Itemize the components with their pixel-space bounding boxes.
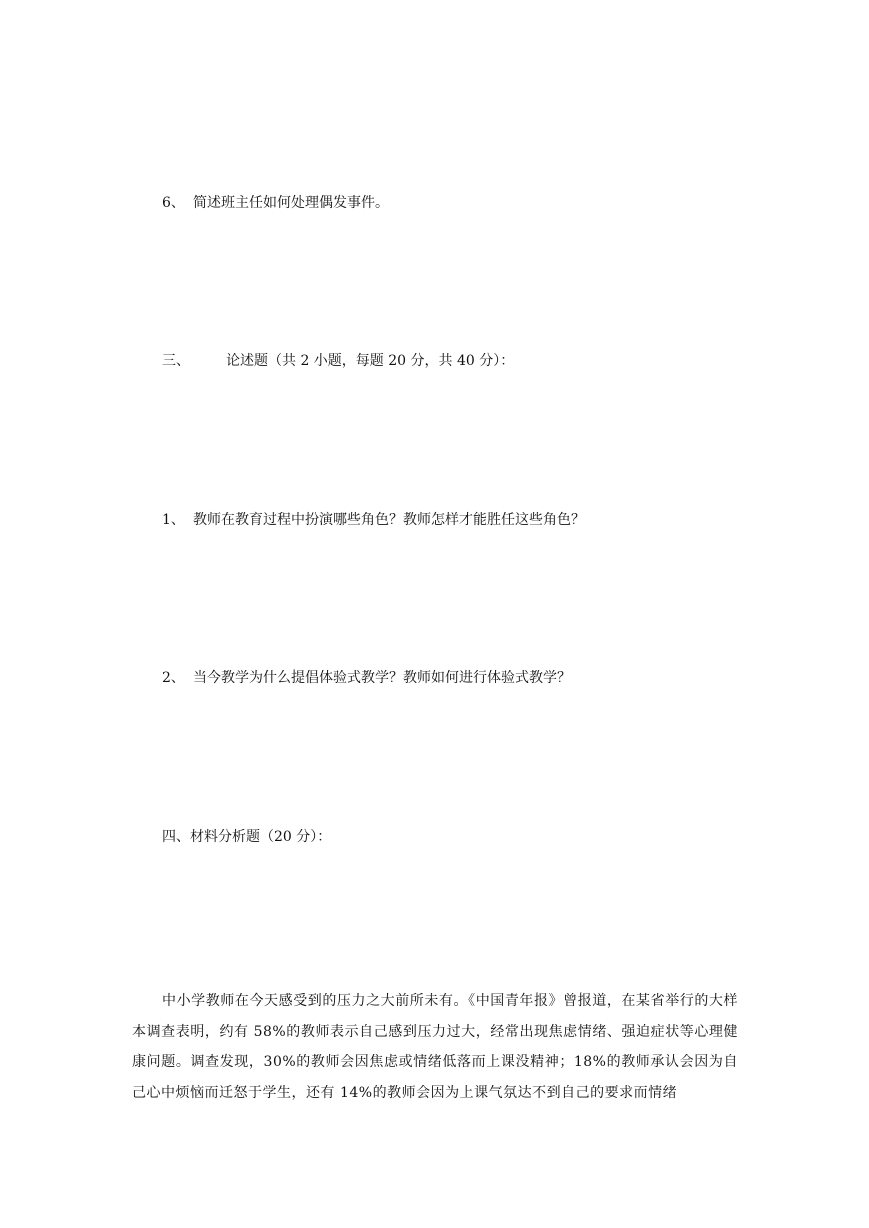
essay-question-1-number: 1、 [162,512,185,528]
essay-question-2-number: 2、 [162,670,185,686]
essay-question-2-text: 当今教学为什么提倡体验式教学？教师如何进行体验式教学？ [193,670,571,686]
question-6-number: 6、 [162,195,185,211]
section-4-heading: 四、材料分析题（20 分）： [162,829,332,845]
section-3-number: 三、 [162,353,190,369]
essay-question-1-text: 教师在教育过程中扮演哪些角色？教师怎样才能胜任这些角色？ [193,512,585,528]
section-3-heading: 论述题（共 2 小题，每题 20 分，共 40 分）： [226,353,515,369]
material-paragraph: 中小学教师在今天感受到的压力之大前所未有。《中国青年报》曾报道，在某省举行的大样本调查表明，约有 58%的教师表示自己感到压力过大，经常出现焦虑情绪、强迫症状等心理健康问题。调查发现，30%的教师会因焦虑或情绪低落而上课没精神；18%的教师承认会因为自己心中烦恼而迁怒于学生，还有 14%的教师会因为上课气氛达不到自己的要求而情绪 [132,993,738,1101]
question-6-text: 简述班主任如何处理偶发事件。 [193,195,389,211]
